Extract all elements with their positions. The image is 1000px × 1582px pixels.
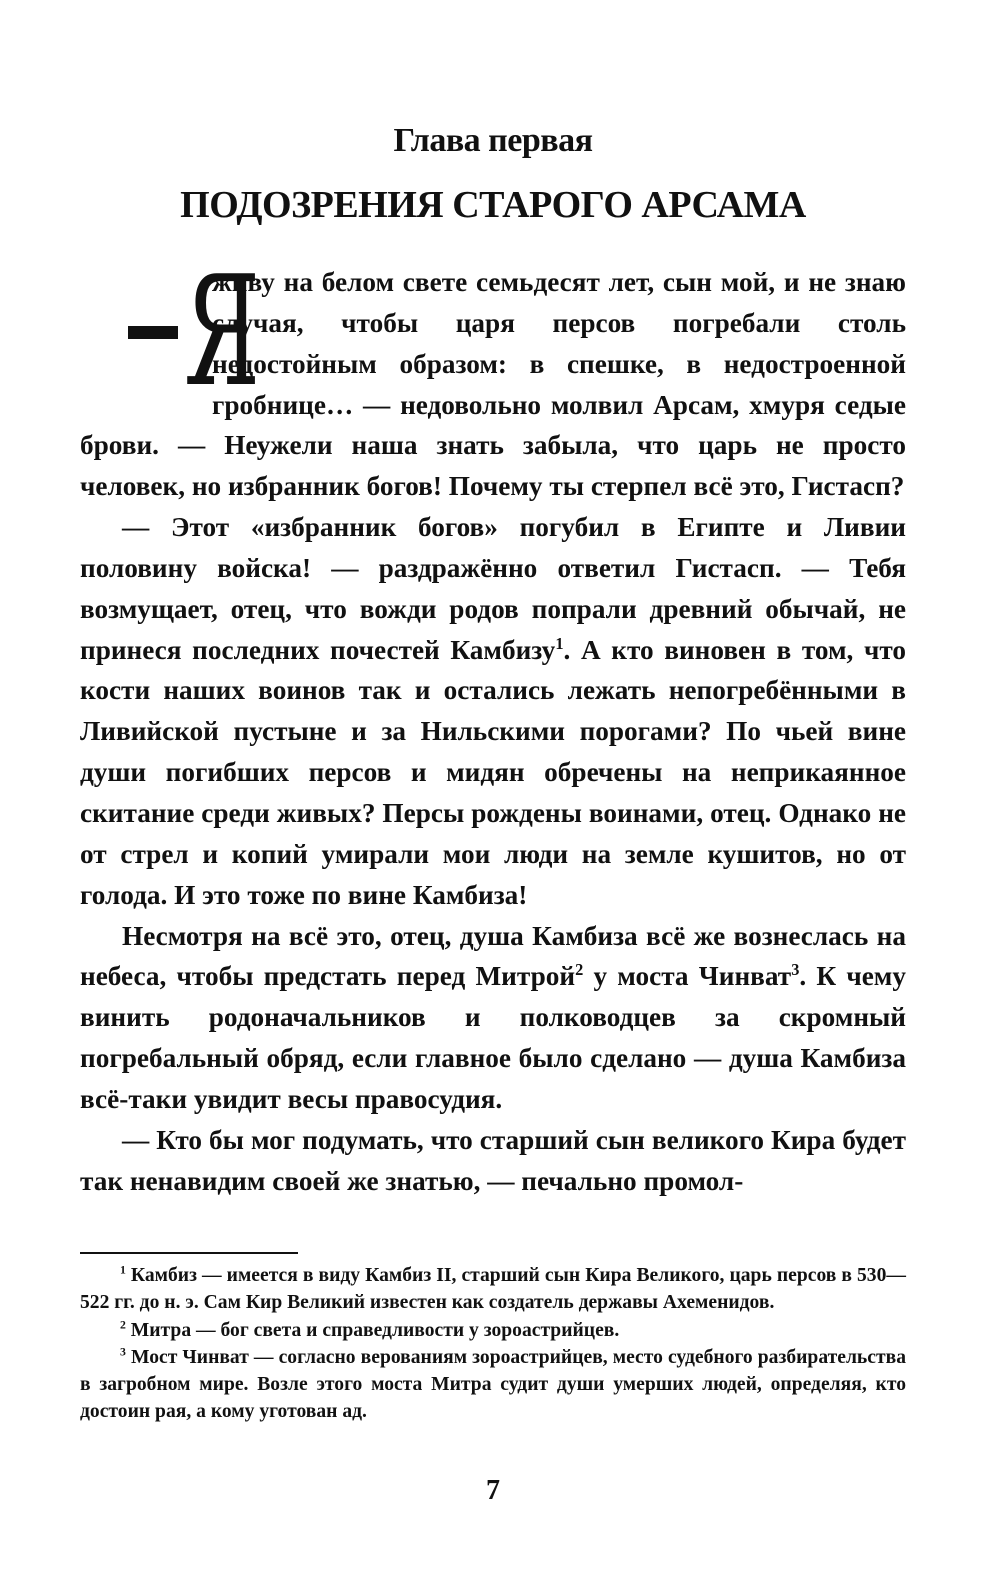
- book-page: [80, 0, 906, 1582]
- footnote-ref: 3: [791, 960, 800, 980]
- drop-cap: [80, 243, 261, 420]
- footnote-1: [80, 1262, 906, 1317]
- paragraph-text: живу на белом свете семьдесят лет, сын мой, и не знаю случая, чтобы царя персов погребали столь недостойным образом: в спешке, в недостроенной гробнице… — недовольно молвил Арсам, хмуря седые брови. — Неужели наша знать забыла, что царь не просто человек, но избранник богов! Почему ты стерпел всё это, Гистасп?: [80, 267, 906, 502]
- footnote-text: Мост Чинват — согласно верованиям зороастрийцев, место судебного разбирательства в загробном мире. Возле этого моста Митра судит души умерших людей, определяя, кто достоин рая, а кому уготован ад.: [80, 1346, 906, 1423]
- footnote-mark: 3: [120, 1345, 126, 1359]
- paragraph-text: — Этот «избранник богов» погубил в Египте и Ливии половину войска! — раздражённо ответил Гистасп. — Тебя возмущает, отец, что вожди родов попрали древний обычай, не принеся последних почестей Камбизу: [80, 512, 906, 665]
- footnote-ref: 2: [575, 960, 584, 980]
- page-number: 7: [486, 1475, 500, 1506]
- paragraph-text: . А кто виновен в том, что кости наших воинов так и остались лежать непогребёнными в Ливийской пустыне и за Нильскими порогами? По чьей вине души погибших персов и мидян обречены на неприкаянное скитание среди живых? Персы рождены воинами, отец. Однако не от стрел и копий умирали мои люди на земле кушитов, но от голода. И это тоже по вине Камбиза!: [80, 634, 906, 910]
- footnote-3: [80, 1344, 906, 1426]
- paragraph-2: [80, 507, 906, 915]
- footnote-mark: 1: [120, 1263, 126, 1277]
- chapter-label: Глава первая: [393, 122, 593, 159]
- footnote-2: [80, 1317, 906, 1344]
- paragraph-text: Несмотря на всё это, отец, душа Камбиза всё же вознеслась на небеса, чтобы предстать перед Митрой: [80, 920, 906, 992]
- drop-cap-dash: [128, 326, 178, 339]
- paragraph-text: — Кто бы мог подумать, что старший сын великого Кира будет так ненавидим своей же знатью, — печально промол-: [80, 1124, 906, 1196]
- footnotes: [80, 1262, 906, 1426]
- footnote-text: Камбиз — имеется в виду Камбиз II, старший сын Кира Великого, царь персов в 530—522 гг. до н. э. Сам Кир Великий известен как создатель державы Ахеменидов.: [80, 1265, 906, 1314]
- paragraph-1: [80, 243, 906, 507]
- footnote-divider: [80, 1252, 298, 1254]
- drop-cap-letter: Я: [184, 243, 261, 420]
- chapter-title: ПОДОЗРЕНИЯ СТАРОГО АРСАМА: [180, 184, 806, 226]
- paragraph-3: [80, 916, 906, 1120]
- footnote-text: Митра — бог света и справедливости у зороастрийцев.: [125, 1319, 620, 1341]
- paragraph-text: . К чему винить родоначальников и полководцев за скромный погребальный обряд, если главное было сделано — душа Камбиза всё-таки увидит весы правосудия.: [80, 961, 906, 1114]
- paragraph-4: [80, 1120, 906, 1202]
- footnote-mark: 2: [120, 1318, 126, 1332]
- paragraph-text: у моста Чинват: [583, 961, 792, 992]
- footnote-ref: 1: [555, 633, 564, 653]
- body-text: [80, 243, 906, 1201]
